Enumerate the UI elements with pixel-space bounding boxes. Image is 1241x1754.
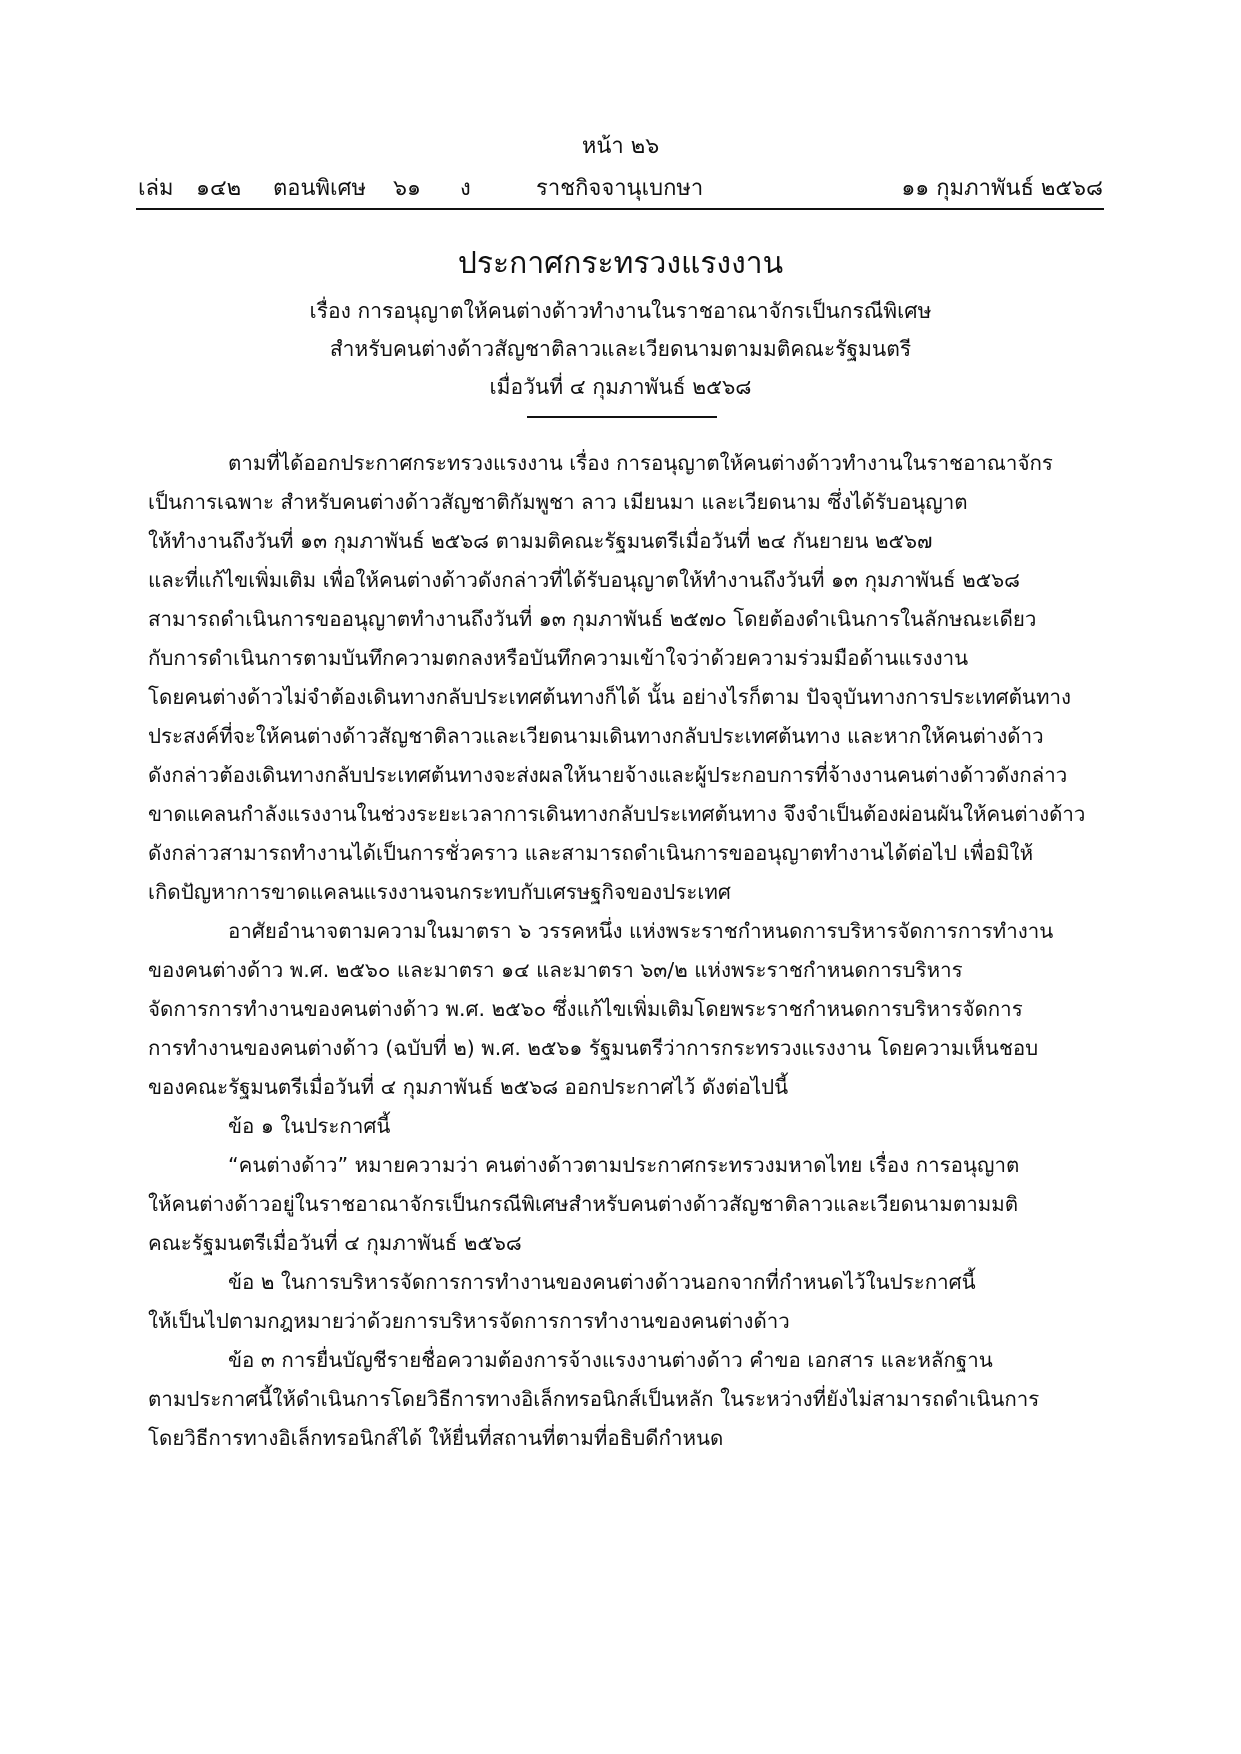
- page-number: หน้า ๒๖: [581, 134, 660, 159]
- body-line: กับการดำเนินการตามบันทึกความตกลงหรือบันทึกความเข้าใจว่าด้วยความร่วมมือด้านแรงงาน: [148, 646, 969, 670]
- subject-line: สำหรับคนต่างด้าวสัญชาติลาวและเวียดนามตามมติคณะรัฐมนตรี: [329, 337, 912, 361]
- part-label: ตอนพิเศษ: [273, 176, 367, 201]
- volume-label: เล่ม: [138, 176, 174, 201]
- body-line: ให้คนต่างด้าวอยู่ในราชอาณาจักรเป็นกรณีพิเศษสำหรับคนต่างด้าวสัญชาติลาวและเวียดนามตามมติ: [148, 1192, 1019, 1216]
- body-line: สามารถดำเนินการขออนุญาตทำงานถึงวันที่ ๑๓ กุมภาพันธ์ ๒๕๗๐ โดยต้องดำเนินการในลักษณะเดียว: [148, 607, 1037, 631]
- gazette-date: ๑๑ กุมภาพันธ์ ๒๕๖๘: [901, 176, 1103, 201]
- body-line: โดยวิธีการทางอิเล็กทรอนิกส์ได้ ให้ยื่นที่สถานที่ตามที่อธิบดีกำหนด: [148, 1426, 724, 1450]
- header-divider: [136, 208, 1104, 210]
- section-letter: ง: [460, 176, 471, 201]
- body-line: อาศัยอำนาจตามความในมาตรา ๖ วรรคหนึ่ง แห่งพระราชกำหนดการบริหารจัดการการทำงาน: [228, 919, 1054, 943]
- body-line: ตามที่ได้ออกประกาศกระทรวงแรงงาน เรื่อง การอนุญาตให้คนต่างด้าวทำงานในราชอาณาจักร: [228, 451, 1053, 475]
- body-line: ให้เป็นไปตามกฎหมายว่าด้วยการบริหารจัดการการทำงานของคนต่างด้าว: [148, 1309, 790, 1333]
- announcement-title: ประกาศกระทรวงแรงงาน: [457, 246, 784, 281]
- body-line: การทำงานของคนต่างด้าว (ฉบับที่ ๒) พ.ศ. ๒๕๖๑ รัฐมนตรีว่าการกระทรวงแรงงาน โดยความเห็นชอบ: [148, 1036, 1039, 1060]
- body-line: ข้อ ๒ ในการบริหารจัดการการทำงานของคนต่างด้าวนอกจากที่กำหนดไว้ในประกาศนี้: [228, 1270, 976, 1294]
- body-line: ตามประกาศนี้ให้ดำเนินการโดยวิธีการทางอิเล็กทรอนิกส์เป็นหลัก ในระหว่างที่ยังไม่สามารถดำเนินการ: [148, 1387, 1040, 1411]
- body-line: เป็นการเฉพาะ สำหรับคนต่างด้าวสัญชาติกัมพูชา ลาว เมียนมา และเวียดนาม ซึ่งได้รับอนุญาต: [148, 490, 968, 514]
- subject-line: เรื่อง การอนุญาตให้คนต่างด้าวทำงานในราชอาณาจักรเป็นกรณีพิเศษ: [309, 299, 932, 323]
- body-line: “คนต่างด้าว” หมายความว่า คนต่างด้าวตามประกาศกระทรวงมหาดไทย เรื่อง การอนุญาต: [228, 1153, 1020, 1177]
- announcement-subject: [0, 292, 1241, 406]
- subject-line: เมื่อวันที่ ๔ กุมภาพันธ์ ๒๕๖๘: [489, 375, 752, 399]
- body-line: ประสงค์ที่จะให้คนต่างด้าวสัญชาติลาวและเวียดนามเดินทางกลับประเทศต้นทาง และหากให้คนต่างด้าว: [148, 724, 1044, 748]
- part-number: ๖๑: [393, 176, 421, 201]
- body-line: จัดการการทำงานของคนต่างด้าว พ.ศ. ๒๕๖๐ ซึ่งแก้ไขเพิ่มเติมโดยพระราชกำหนดการบริหารจัดการ: [148, 997, 1023, 1021]
- body-line: ให้ทำงานถึงวันที่ ๑๓ กุมภาพันธ์ ๒๕๖๘ ตามมติคณะรัฐมนตรีเมื่อวันที่ ๒๔ กันยายน ๒๕๖๗: [148, 529, 933, 553]
- gazette-name: ราชกิจจานุเบกษา: [536, 176, 704, 201]
- gazette-header: [138, 170, 1103, 210]
- body-line: ขาดแคลนกำลังแรงงานในช่วงระยะเวลาการเดินทางกลับประเทศต้นทาง จึงจำเป็นต้องผ่อนผันให้คนต่างด้าว: [148, 802, 1086, 826]
- body-line: ดังกล่าวต้องเดินทางกลับประเทศต้นทางจะส่งผลให้นายจ้างและผู้ประกอบการที่จ้างงานคนต่างด้าวดังกล่าว: [148, 763, 1068, 787]
- body-line: ข้อ ๓ การยื่นบัญชีรายชื่อความต้องการจ้างแรงงานต่างด้าว คำขอ เอกสาร และหลักฐาน: [228, 1348, 993, 1372]
- body-line: และที่แก้ไขเพิ่มเติม เพื่อให้คนต่างด้าวดังกล่าวที่ได้รับอนุญาตให้ทำงานถึงวันที่ ๑๓ กุมภาพันธ์ ๒๕๖๘: [148, 568, 1020, 592]
- body-line: ดังกล่าวสามารถทำงานได้เป็นการชั่วคราว และสามารถดำเนินการขออนุญาตทำงานได้ต่อไป เพื่อมิให้: [148, 841, 1034, 865]
- title-divider: [527, 416, 717, 418]
- volume-number: ๑๔๒: [196, 176, 242, 201]
- body-line: โดยคนต่างด้าวไม่จำต้องเดินทางกลับประเทศต้นทางก็ได้ นั้น อย่างไรก็ตาม ปัจจุบันทางการประเทศต้นทาง: [148, 685, 1071, 709]
- body-line: ของคณะรัฐมนตรีเมื่อวันที่ ๔ กุมภาพันธ์ ๒๕๖๘ ออกประกาศไว้ ดังต่อไปนี้: [148, 1075, 789, 1099]
- body-line: ของคนต่างด้าว พ.ศ. ๒๕๖๐ และมาตรา ๑๔ และมาตรา ๖๓/๒ แห่งพระราชกำหนดการบริหาร: [148, 958, 963, 982]
- body-line: ข้อ ๑ ในประกาศนี้: [228, 1114, 391, 1138]
- announcement-body: [148, 444, 1098, 1458]
- body-line: เกิดปัญหาการขาดแคลนแรงงานจนกระทบกับเศรษฐกิจของประเทศ: [148, 880, 731, 904]
- body-line: คณะรัฐมนตรีเมื่อวันที่ ๔ กุมภาพันธ์ ๒๕๖๘: [148, 1231, 522, 1255]
